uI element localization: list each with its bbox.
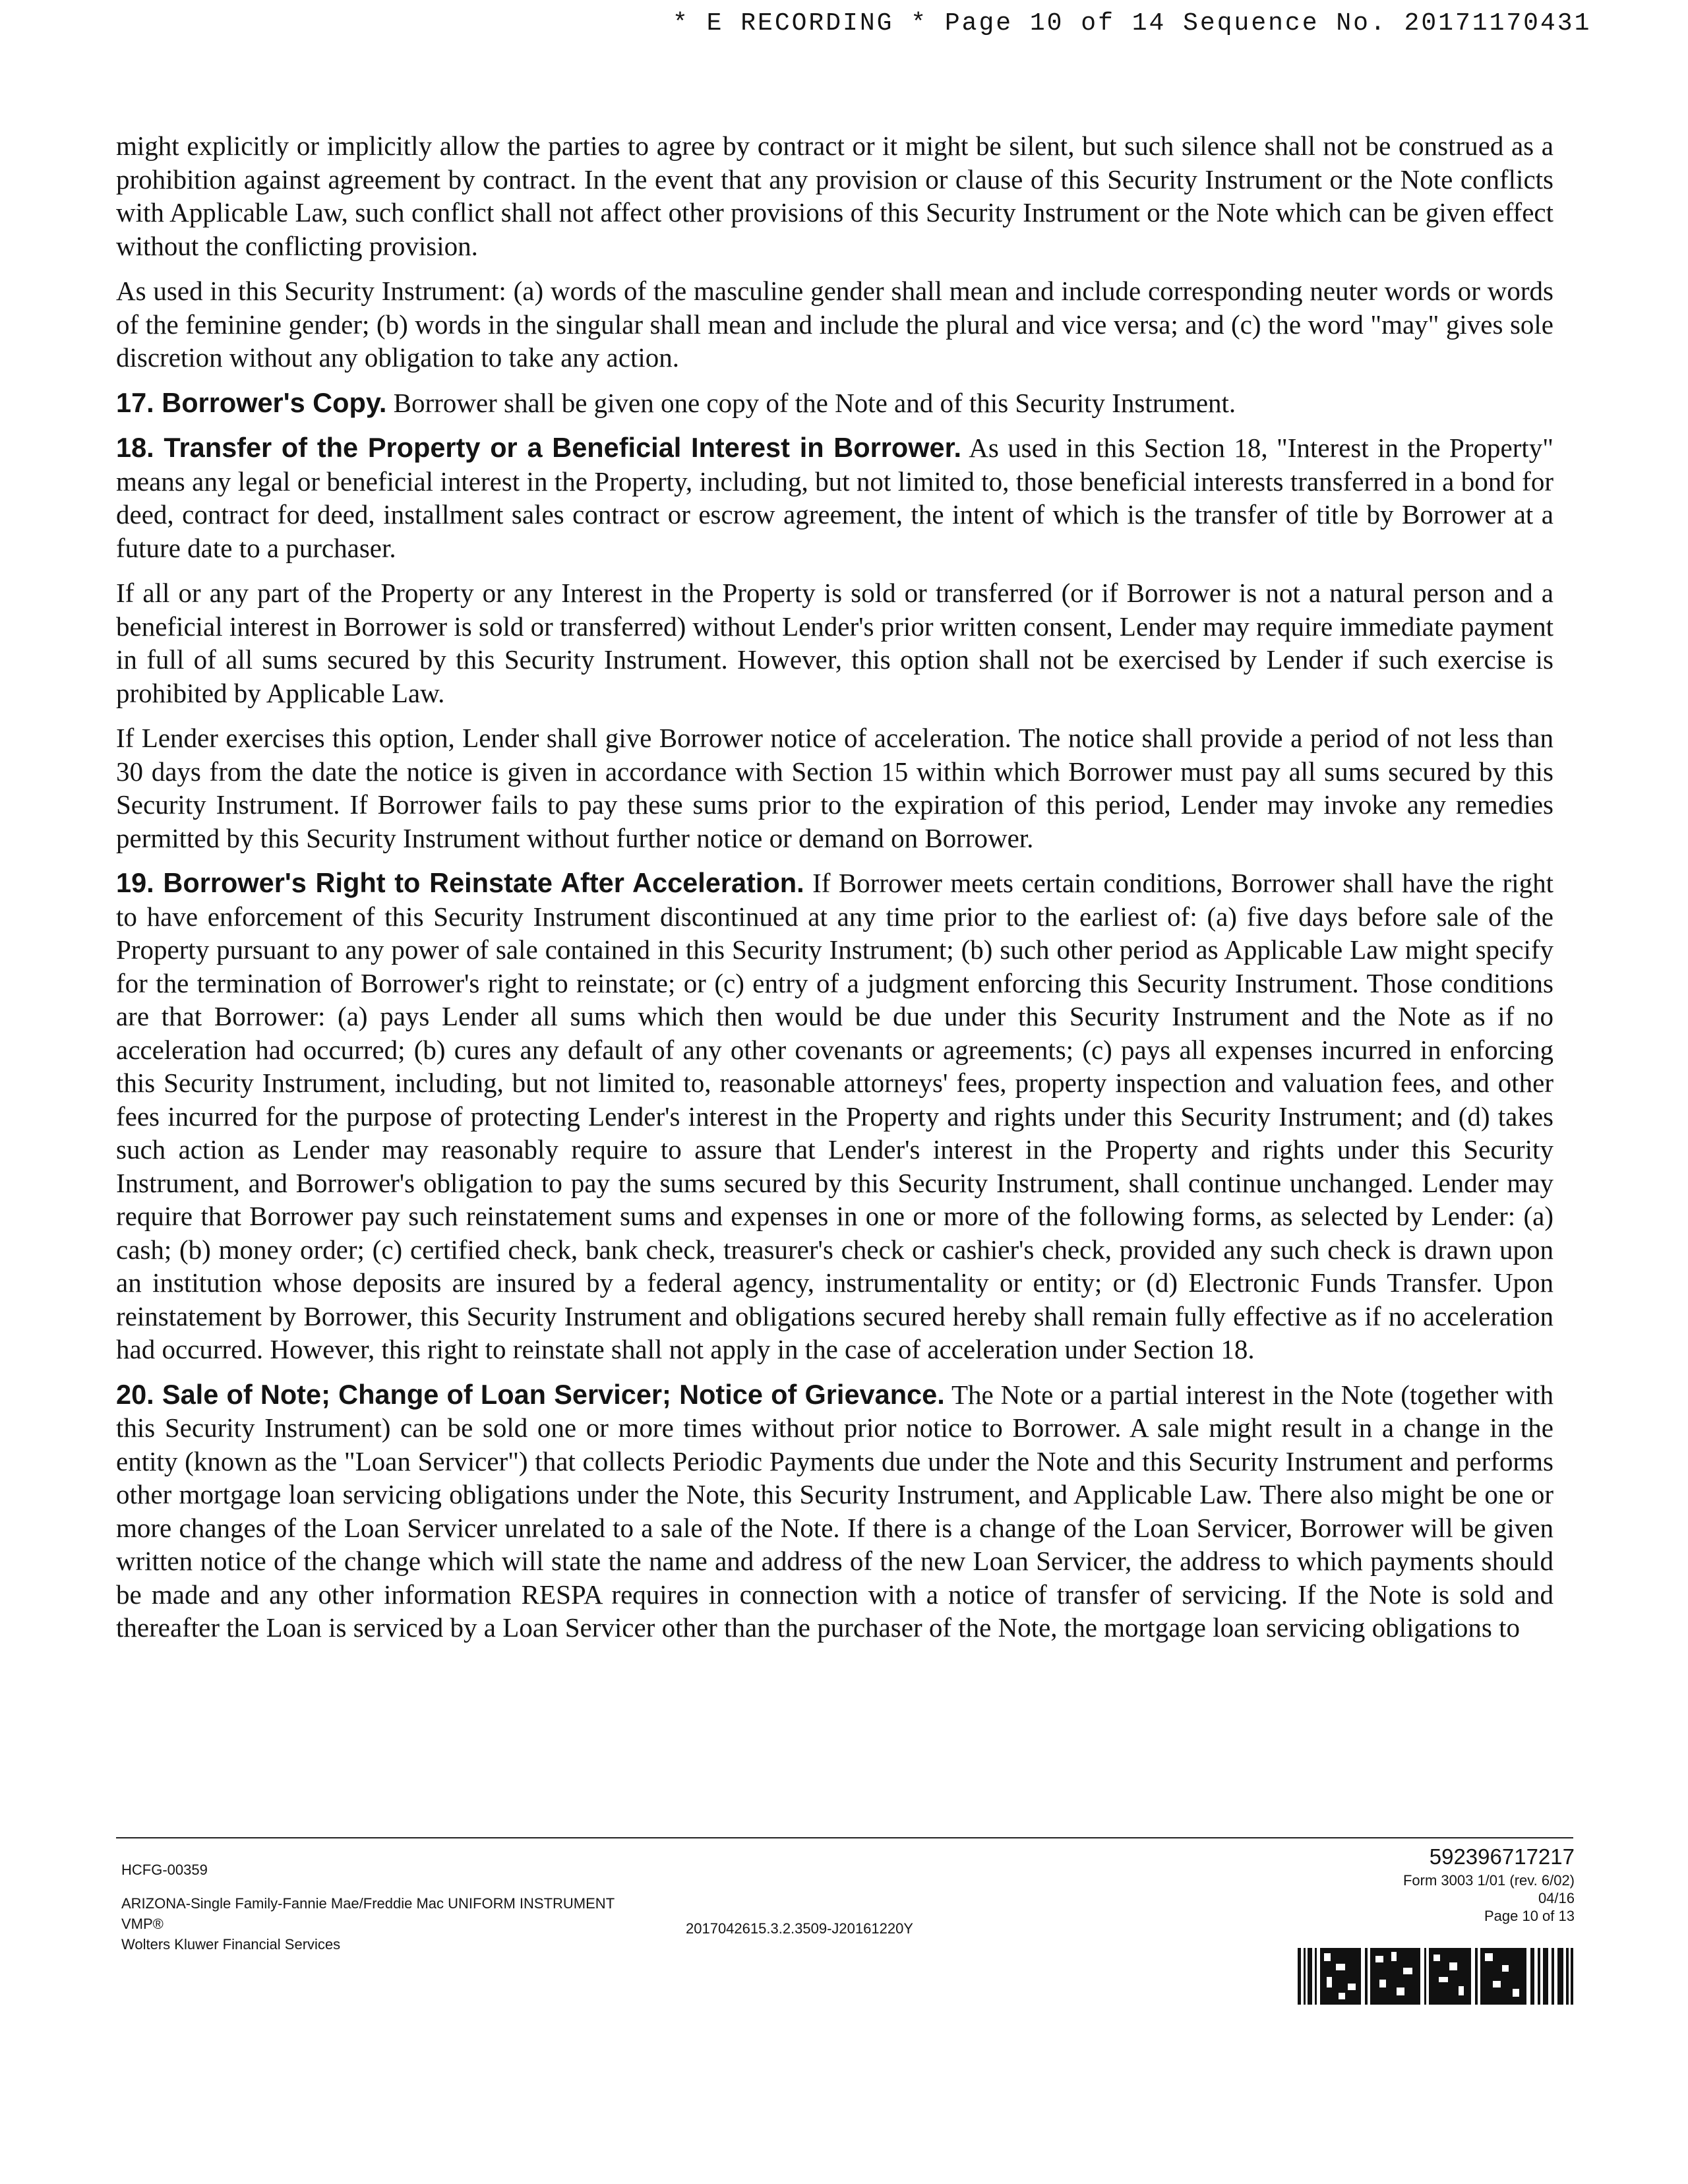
document-body — [116, 129, 1553, 1656]
form-number: Form 3003 1/01 (rev. 6/02) — [1402, 1872, 1575, 1889]
section-text: As used in this Section 18, "Interest in the Property" means any legal or beneficial interest in the Property, including, but not limited to, those beneficial interests transferred in a bond for deed, contract for deed, installment sales contract or escrow agreement, the intent of which is the transfer of title by Borrower at a future date to a purchaser. — [116, 433, 1553, 563]
paragraph: If all or any part of the Property or any Interest in the Property is sold or transferred (or if Borrower is not a natural person and a beneficial interest in Borrower is sold or transferred) without Lender's prior written consent, Lender may require immediate payment in full of all sums secured by this Security Instrument. However, this option shall not be exercised by Lender if such exercise is prohibited by Applicable Law. — [116, 578, 1553, 708]
paragraph: If Lender exercises this option, Lender shall give Borrower notice of acceleration. The notice shall provide a period of not less than 30 days from the date the notice is given in accordance with Section 15 within which Borrower must pay all sums secured by this Security Instrument. If Borrower fails to pay these sums prior to the expiration of this period, Lender may invoke any remedies permitted by this Security Instrument without further notice or demand on Borrower. — [116, 723, 1553, 853]
form-code: HCFG-00359 — [121, 1862, 208, 1878]
section-19 — [116, 866, 1553, 1366]
section-title: 20. Sale of Note; Change of Loan Servicer; Notice of Grievance. — [116, 1378, 945, 1410]
section-20 — [116, 1378, 1553, 1645]
vmp-mark: VMP® — [121, 1916, 164, 1932]
document-id: 2017042615.3.2.3509-J20161220Y — [686, 1920, 913, 1937]
recording-header: * E RECORDING * Page 10 of 14 Sequence No. 20171170431 — [673, 9, 1592, 38]
paragraph: As used in this Security Instrument: (a) words of the masculine gender shall mean and include corresponding neuter words or words of the feminine gender; (b) words in the singular shall mean and include the plural and vice versa; and (c) the word "may" gives sole discretion without any obligation to take any action. — [116, 276, 1553, 373]
instrument-title: ARIZONA-Single Family-Fannie Mae/Freddie Mac UNIFORM INSTRUMENT — [121, 1895, 615, 1912]
section-title: 18. Transfer of the Property or a Beneficial Interest in Borrower. — [116, 432, 962, 463]
barcode-icon — [1298, 1948, 1573, 2005]
revision-date: 04/16 — [1538, 1890, 1575, 1906]
section-18 — [116, 431, 1553, 564]
section-text: Borrower shall be given one copy of the Note and of this Security Instrument. — [393, 387, 1236, 418]
publisher: Wolters Kluwer Financial Services — [121, 1936, 341, 1953]
paragraph: might explicitly or implicitly allow the parties to agree by contract or it might be silent, but such silence shall not be construed as a prohibition against agreement by contract. In the event that any provision or clause of this Security Instrument or the Note conflicts with Applicable Law, such conflict shall not affect other provisions of this Security Instrument or the Note which can be given effect without the conflicting provision. — [116, 131, 1553, 261]
footer-right — [1403, 1842, 1575, 1925]
section-text: The Note or a partial interest in the Note (together with this Security Instrument) can be sold one or more times without prior notice to Borrower. A sale might result in a change in the entity (known as the "Loan Servicer") that collects Periodic Payments due under the Note and this Security Instrument and performs other mortgage loan servicing obligations under the Note, this Security Instrument, and Applicable Law. There also might be one or more changes of the Loan Servicer unrelated to a sale of the Note. If there is a change of the Loan Servicer, Borrower will be given written notice of the change which will state the name and address of the new Loan Servicer, the address to which payments should be made and any other information RESPA requires in connection with a notice of transfer of servicing. If the Note is sold and thereafter the Loan is serviced by a Loan Servicer other than the purchaser of the Note, the mortgage loan servicing obligations to — [116, 1379, 1553, 1643]
section-17 — [116, 386, 1553, 420]
page-number: Page 10 of 13 — [1484, 1908, 1575, 1924]
section-text: If Borrower meets certain conditions, Borrower shall have the right to have enforcement of this Security Instrument discontinued at any time prior to the earliest of: (a) five days before sale of the Property pursuant to any power of sale contained in this Security Instrument; (b) such other period as Applicable Law might specify for the termination of Borrower's right to reinstate; or (c) entry of a judgment enforcing this Security Instrument. Those conditions are that Borrower: (a) pays Lender all sums which then would be due under this Security Instrument and the Note as if no acceleration had occurred; (b) cures any default of any other covenants or agreements; (c) pays all expenses incurred in enforcing this Security Instrument, including, but not limited to, reasonable attorneys' fees, property inspection and valuation fees, and other fees incurred for the purpose of protecting Lender's interest in the Property and rights under this Security Instrument; and (d) takes such action as Lender may reasonably require to assure that Lender's interest in the Property and rights under this Security Instrument, and Borrower's obligation to pay the sums secured by this Security Instrument, shall continue unchanged. Lender may require that Borrower pay such reinstatement sums and expenses in one or more of the following forms, as selected by Lender: (a) cash; (b) money order; (c) certified check, bank check, treasurer's check or cashier's check, provided any such check is drawn upon an institution whose deposits are insured by a federal agency, instrumentality or entity; or (d) Electronic Funds Transfer. Upon reinstatement by Borrower, this Security Instrument and obligations secured hereby shall remain fully effective as if no acceleration had occurred. However, this right to reinstate shall not apply in the case of acceleration under Section 18. — [116, 868, 1553, 1364]
loan-number: 592396717217 — [1429, 1844, 1575, 1869]
section-title: 19. Borrower's Right to Reinstate After Acceleration. — [116, 867, 804, 898]
section-title: 17. Borrower's Copy. — [116, 386, 387, 418]
footer-left — [121, 1860, 615, 1955]
footer-divider — [116, 1837, 1573, 1838]
